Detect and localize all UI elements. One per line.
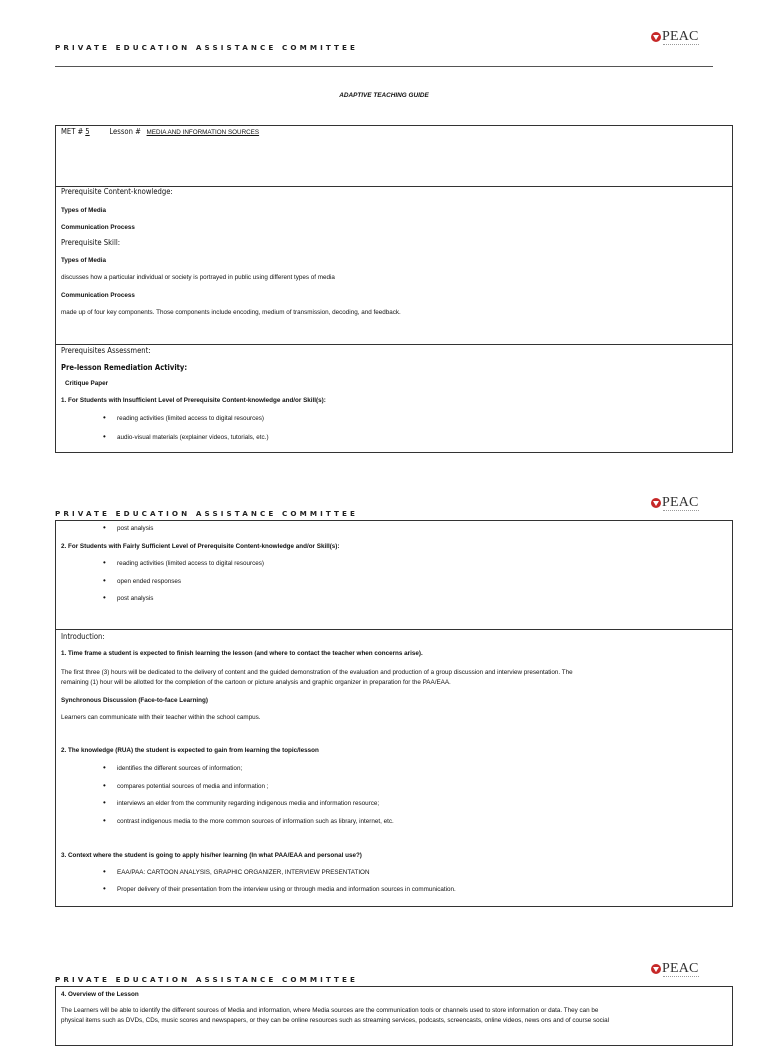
communication-description: made up of four key components. Those components include encoding, medium of transmission, decoding, and feedback. [61,309,401,316]
met-row [61,128,259,137]
list-item: • identifies the different sources of information; [117,765,242,773]
peac-logo [651,29,699,45]
list-item: • reading activities (limited access to digital resources) [117,415,264,423]
types-of-media-skill: Types of Media [61,257,107,264]
time-frame-line-1: The first three (3) hours will be dedicated to the delivery of content and the guided demonstration of the evaluation and production of a group discussion and interview presentation. The [61,669,573,676]
communication-process: Communication Process [61,224,135,231]
list-item: • open ended responses [117,578,181,586]
peac-logo-icon [651,32,661,42]
communication-process-skill: Communication Process [61,292,135,299]
org-header: PRIVATE EDUCATION ASSISTANCE COMMITTEE [55,509,359,518]
prereq-skill-heading: Prerequisite Skill: [61,238,121,247]
org-header: PRIVATE EDUCATION ASSISTANCE COMMITTEE [55,975,359,984]
media-description: discusses how a particular individual or society is portrayed in public using different types of media [61,274,335,281]
met-number: 5 [85,127,90,136]
row-divider [55,344,733,345]
list-item: • Proper delivery of their presentation from the interview using or through media and information sources in communication. [117,886,456,894]
fairly-sufficient-heading: 2. For Students with Fairly Sufficient Level of Prerequisite Content-knowledge and/or Skill(s): [61,543,340,550]
time-frame-paragraph [61,668,573,688]
org-header: PRIVATE EDUCATION ASSISTANCE COMMITTEE [55,43,359,52]
synchronous-heading: Synchronous Discussion (Face-to-face Learning) [61,697,208,704]
row-divider [55,629,733,630]
knowledge-heading: 2. The knowledge (RUA) the student is expected to gain from learning the topic/lesson [61,747,319,754]
prereq-content-heading: Prerequisite Content-knowledge: [61,187,173,196]
overview-heading: 4. Overview of the Lesson [61,991,139,998]
types-of-media: Types of Media [61,207,107,214]
list-item: • audio-visual materials (explainer videos, tutorials, etc.) [117,434,269,442]
list-item: • compares potential sources of media and information ; [117,783,269,791]
list-item: • post analysis [117,525,153,533]
lesson-label: Lesson # [109,127,141,136]
overview-line-2: physical items such as DVDs, CDs, music scores and newspapers, or they can be online resources such as streaming services, podcasts, screencasts, online videos, news ons and of course social [61,1017,610,1024]
critique-paper: Critique Paper [65,380,109,387]
peac-logo-icon [651,964,661,974]
peac-logo-text: PEAC [662,961,699,976]
peac-logo-text: PEAC [662,29,699,44]
time-frame-line-2: remaining (1) hour will be allotted for the completion of the cartoon or picture analysis and graphic organizer in preparation for the PAA/EAA. [61,679,451,686]
prelesson-remediation: Pre-lesson Remediation Activity: [61,363,188,372]
prereq-assessment: Prerequisites Assessment: [61,346,151,355]
peac-logo [651,961,699,977]
introduction-heading: Introduction: [61,632,105,641]
list-item: • post analysis [117,595,153,603]
lesson-title: MEDIA AND INFORMATION SOURCES [146,129,260,136]
context-heading: 3. Context where the student is going to apply his/her learning (In what PAA/EAA and personal use?) [61,852,362,859]
peac-logo-text: PEAC [662,495,699,510]
synchronous-description: Learners can communicate with their teacher within the school campus. [61,714,261,721]
peac-logo [651,495,699,511]
list-item: • reading activities (limited access to digital resources) [117,560,264,568]
insufficient-level-heading: 1. For Students with Insufficient Level of Prerequisite Content-knowledge and/or Skill(s): [61,397,326,404]
document-title: ADAPTIVE TEACHING GUIDE [339,92,429,99]
list-item: • EAA/PAA: CARTOON ANALYSIS, GRAPHIC ORGANIZER, INTERVIEW PRESENTATION [117,869,370,877]
time-frame-heading: 1. Time frame a student is expected to finish learning the lesson (and where to contact the teacher when concerns arise). [61,650,423,657]
header-divider [55,66,713,67]
list-item: • interviews an elder from the community regarding indigenous media and information resource; [117,800,379,808]
list-item: • contrast indigenous media to the more common sources of information such as library, internet, etc. [117,818,394,826]
overview-line-1: The Learners will be able to identify the different sources of Media and information, where Media sources are the communication tools or channels used to store information or data. They can be [61,1007,599,1014]
peac-logo-icon [651,498,661,508]
met-label: MET # [61,127,84,136]
overview-paragraph [61,1006,609,1026]
